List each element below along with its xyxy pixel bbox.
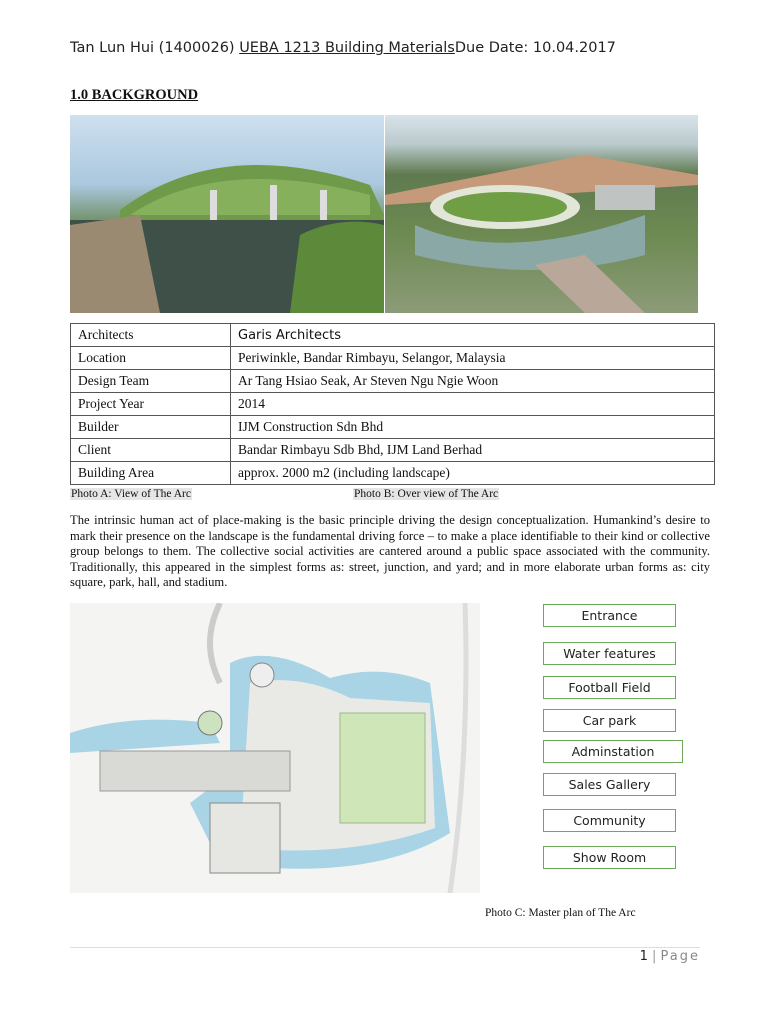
section-title: 1.0 BACKGROUND (70, 87, 199, 103)
table-row (71, 324, 715, 347)
photo-a-view-of-arc (70, 115, 384, 313)
photo-c-master-plan (70, 603, 480, 893)
table-row (71, 462, 715, 485)
row-label: Builder (71, 416, 231, 439)
legend-car-park: Car park (543, 709, 676, 732)
row-label: Location (71, 347, 231, 370)
table-row (71, 370, 715, 393)
legend-administration: Adminstation (543, 740, 683, 763)
legend-water-features: Water features (543, 642, 676, 665)
row-value: Bandar Rimbayu Sdb Bhd, IJM Land Berhad (231, 439, 715, 462)
body-paragraph: The intrinsic human act of place-making is the basic principle driving the design conceptualization. Humankind’s desire to mark their presence on the landscape is the fundamental driving force – to make a place identifiable to their kind or collective group belongs to them. The collective social activities are cantered around a public space associated with the community. Traditionally, this appeared in the simplest forms as: street, junction, and yard; and in more elaborate urban forms as: city square, park, hall, and stadium. (70, 513, 710, 590)
caption-photo-a: Photo A: View of The Arc (71, 488, 191, 500)
master-plan-illustration (70, 603, 480, 893)
legend-show-room: Show Room (543, 846, 676, 869)
legend-community: Community (543, 809, 676, 832)
document-header (70, 40, 710, 56)
row-value: Garis Architects (231, 324, 715, 347)
table-row (71, 439, 715, 462)
row-label: Project Year (71, 393, 231, 416)
due-date: Due Date: 10.04.2017 (454, 40, 616, 56)
table-row (71, 393, 715, 416)
photo-b-illustration (385, 115, 698, 313)
row-value: 2014 (231, 393, 715, 416)
row-label: Building Area (71, 462, 231, 485)
page-footer (610, 949, 700, 964)
page-word: Page (660, 949, 700, 964)
photo-b-overview-of-arc (385, 115, 698, 313)
caption-photo-c: Photo C: Master plan of The Arc (485, 907, 636, 919)
legend-football-field: Football Field (543, 676, 676, 699)
table-row (71, 416, 715, 439)
legend-entrance: Entrance (543, 604, 676, 627)
row-label: Architects (71, 324, 231, 347)
photo-a-illustration (70, 115, 384, 313)
project-info-table (70, 323, 715, 485)
legend-sales-gallery: Sales Gallery (543, 773, 676, 796)
row-value: IJM Construction Sdn Bhd (231, 416, 715, 439)
page-number: 1 (639, 949, 648, 964)
caption-photo-b: Photo B: Over view of The Arc (354, 488, 499, 500)
row-value: Ar Tang Hsiao Seak, Ar Steven Ngu Ngie Woon (231, 370, 715, 393)
author-id: Tan Lun Hui (1400026) (70, 40, 240, 56)
row-label: Design Team (71, 370, 231, 393)
table-row (71, 347, 715, 370)
row-label: Client (71, 439, 231, 462)
footer-divider (70, 947, 700, 948)
course-title: UEBA 1213 Building Materials (239, 40, 455, 56)
row-value: Periwinkle, Bandar Rimbayu, Selangor, Malaysia (231, 347, 715, 370)
page-separator: | (651, 949, 657, 964)
row-value: approx. 2000 m2 (including landscape) (231, 462, 715, 485)
